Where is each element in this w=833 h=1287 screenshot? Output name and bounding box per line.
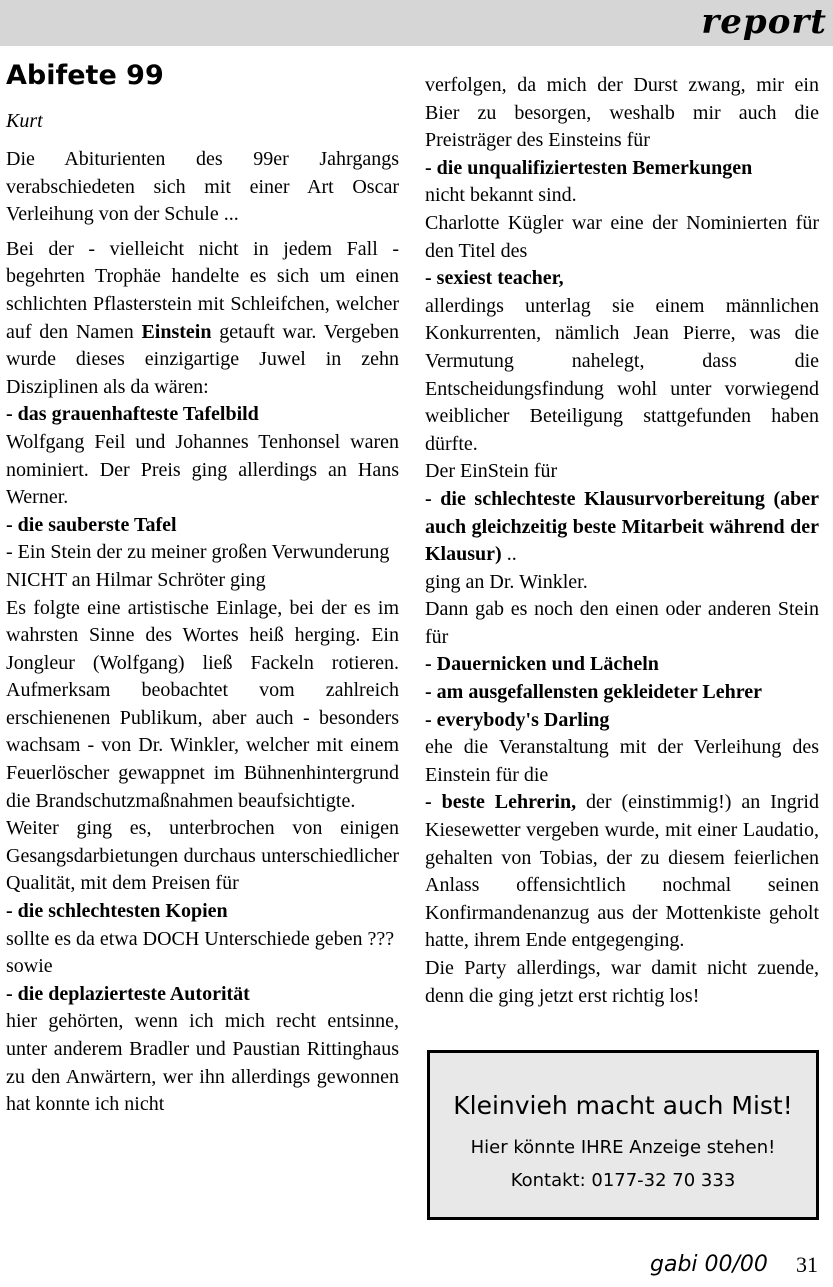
award-heading: - am ausgefallensten gekleideter Lehrer [425, 681, 762, 704]
ad-text: Hier könnte IHRE Anzeige stehen! [470, 1137, 776, 1158]
paragraph: Es folgte eine artistische Einlage, bei der es im wahrsten Sinne des Wortes heiß herging. Ein Jongleur (Wolfgang) ließ Fackeln rotieren. Aufmerksam beobachtet vom zahlreich erschienenen Publikum, aber auch - besonders wachsam - von Dr. Winkler, welcher mit einem Feuerlöscher gewappnet im Bühnenhintergrund die Brandschutzmaßnahmen beaufsichtigte. [6, 596, 399, 812]
paragraph: - Ein Stein der zu meiner großen Verwunderung NICHT an Hilmar Schröter ging [6, 541, 390, 591]
ad-contact: Kontakt: 0177-32 70 333 [510, 1170, 736, 1191]
paragraph: verfolgen, da mich der Durst zwang, mir ein Bier zu besorgen, weshalb mir auch die Preisträger des Einsteins für [425, 74, 819, 152]
article-author: Kurt [6, 110, 43, 132]
paragraph: sollte es da etwa DOCH Unterschiede geben ??? [6, 927, 395, 950]
paragraph: ehe die Veranstaltung mit der Verleihung des Einstein für die [425, 736, 819, 786]
award-heading: - everybody's Darling [425, 708, 610, 731]
paragraph: Die Party allerdings, war damit nicht zuende, denn die ging jetzt erst richtig los! [425, 957, 819, 1007]
right-column [425, 72, 819, 1010]
award-heading: - beste Lehrerin, [425, 791, 577, 814]
paragraph: Weiter ging es, unterbrochen von einigen Gesangsdarbietungen durchaus unterschiedlicher Qualität, mit dem Preisen für [6, 817, 399, 895]
award-heading: - die deplazierteste Autorität [6, 982, 250, 1005]
paragraph: Wolfgang Feil und Johannes Tenhonsel waren nominiert. Der Preis ging allerdings an Hans Werner. [6, 430, 399, 509]
award-heading: - die schlechtesten Kopien [6, 900, 228, 923]
award-heading: - die schlechteste Klausurvorbereitung (aber auch gleichzeitig beste Mitarbeit während der Klausur) [425, 487, 819, 566]
paragraph: hier gehörten, wenn ich mich recht entsinne, unter anderem Bradler und Paustian Rittinghaus zu den Anwärtern, wer ihn allerdings gewonnen hat konnte ich nicht [6, 1010, 399, 1116]
paragraph: sowie [6, 955, 53, 978]
einstein-term: Einstein [141, 320, 212, 343]
page-number: 31 [796, 1252, 818, 1277]
award-heading: - die unqualifiziertesten Bemerkungen [425, 156, 753, 179]
paragraph: - beste Lehrerin, der (einstimmig!) an Ingrid Kiesewetter vergeben wurde, mit einer Laudatio, gehalten von Tobias, der zu diesem feierlichen Anlass offensichtlich nochmal seinen Konfirmandenanzug aus der Mottenkiste geholt hatte, ihrem Ende entgegenging. [425, 791, 819, 952]
ad-headline: Kleinvieh macht auch Mist! [453, 1091, 793, 1120]
paragraph: ging an Dr. Winkler. [425, 570, 588, 593]
paragraph: Bei der - vielleicht nicht in jedem Fall - begehrten Trophäe handelte es sich um einen schlichten Pflasterstein mit Schleifchen, welcher auf den Namen Einstein getauft war. Vergeben wurde dieses einzigartige Juwel in zehn Disziplinen als da wären: [6, 237, 399, 398]
award-heading: - sexiest teacher, [425, 267, 564, 290]
paragraph: Charlotte Kügler war eine der Nominierten für den Titel des [425, 211, 819, 262]
paragraph: Die Abiturienten des 99er Jahrgangs verabschiedeten sich mit einer Art Oscar Verleihung von der Schule ... [6, 148, 399, 226]
paragraph: Der EinStein für [425, 460, 558, 483]
award-heading: - die sauberste Tafel [6, 513, 177, 536]
paragraph: - die schlechteste Klausurvorbereitung (aber auch gleichzeitig beste Mitarbeit während der Klausur) .. [425, 487, 819, 566]
footer-magazine: gabi 00/00 [650, 1252, 768, 1277]
paragraph: Dann gab es noch den einen oder anderen Stein für [425, 598, 819, 648]
award-heading: - das grauenhafteste Tafelbild [6, 403, 259, 426]
paragraph: nicht bekannt sind. [425, 184, 577, 207]
paragraph: allerdings unterlag sie einem männlichen Konkurrenten, nämlich Jean Pierre, was die Vermutung nahelegt, dass die Entscheidungsfindung wohl unter vorwiegend weiblicher Beteiligung stattgefunden haben dürfte. [425, 294, 819, 455]
award-heading: - Dauernicken und Lächeln [425, 653, 659, 676]
left-column [6, 146, 399, 1119]
section-tag: report [701, 2, 827, 42]
article-title: Abifete 99 [6, 60, 164, 91]
advertisement-box [427, 1050, 819, 1220]
